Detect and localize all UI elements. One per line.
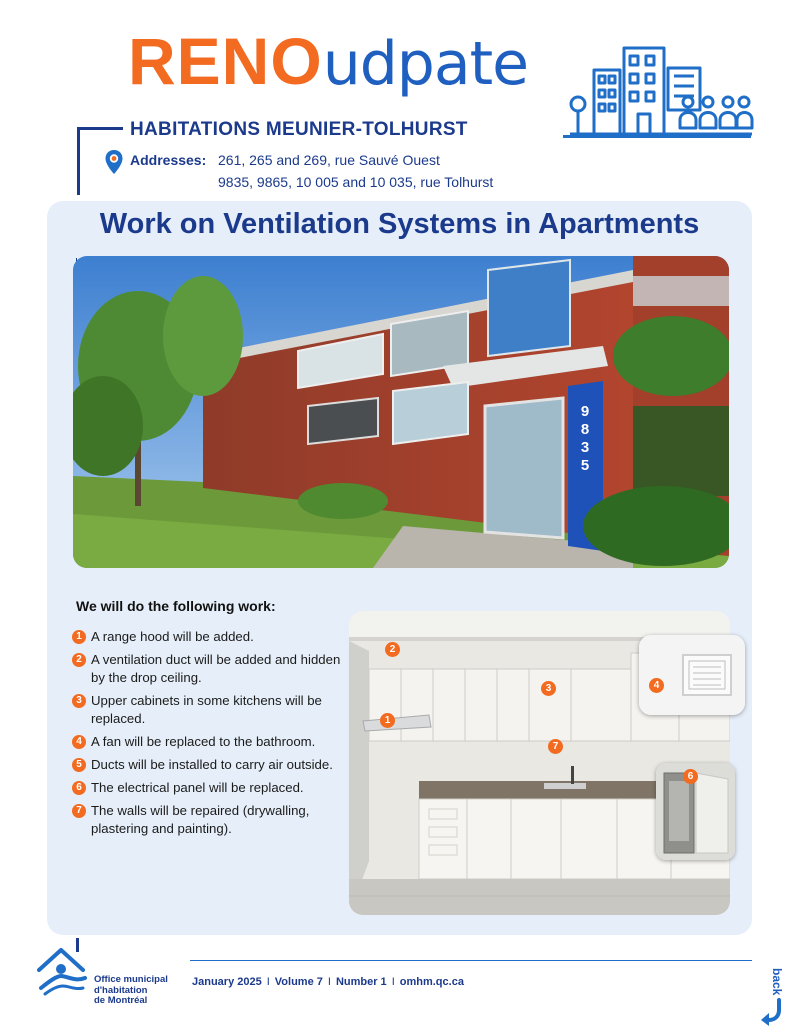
title-update: udpate <box>322 29 529 99</box>
list-item <box>72 733 347 751</box>
back-label[interactable]: back <box>770 968 784 996</box>
photo-badge-1: 1 <box>380 713 395 728</box>
address-line-2: 9835, 9865, 10 005 and 10 035, rue Tolhurst <box>218 174 494 190</box>
issue-volume: Volume 7 <box>274 976 323 988</box>
bathroom-fan-inset-photo <box>639 635 745 715</box>
separator: I <box>266 976 270 988</box>
item-text: The walls will be repaired (drywalling, plastering and painting). <box>91 803 310 836</box>
project-name: HABITATIONS MEUNIER-TOLHURST <box>130 119 468 140</box>
issue-number: Number 1 <box>335 976 387 988</box>
building-number-3: 3 <box>580 439 590 456</box>
separator: I <box>327 976 331 988</box>
org-line-2: d'habitation <box>94 984 148 996</box>
newsletter-title <box>128 24 529 99</box>
website-link[interactable]: omhm.qc.ca <box>399 976 464 988</box>
article-title: Work on Ventilation Systems in Apartments <box>99 208 700 240</box>
address-line-1: 261, 265 and 269, rue Sauvé Ouest <box>218 152 440 168</box>
organization-name <box>94 975 184 1007</box>
omhm-logo-icon <box>33 944 89 1000</box>
list-item <box>72 692 347 728</box>
addresses-label: Addresses: <box>130 152 207 168</box>
item-text: A range hood will be added. <box>91 629 254 644</box>
building-number-9: 9 <box>580 403 590 420</box>
item-text: Ducts will be installed to carry air outside. <box>91 757 333 772</box>
item-text: The electrical panel will be replaced. <box>91 780 304 795</box>
org-line-3: de Montréal <box>94 995 148 1006</box>
item-number-badge: 7 <box>72 804 86 818</box>
work-list-heading: We will do the following work: <box>76 598 276 614</box>
list-item <box>72 779 347 797</box>
header-bracket-top <box>77 127 123 130</box>
issue-date: January 2025 <box>192 976 262 988</box>
item-number-badge: 3 <box>72 694 86 708</box>
photo-badge-6: 6 <box>683 769 698 784</box>
separator: I <box>391 976 395 988</box>
photo-badge-3: 3 <box>541 681 556 696</box>
title-reno: RENO <box>128 24 323 98</box>
city-buildings-icon <box>568 42 754 138</box>
list-item <box>72 756 347 774</box>
location-pin-icon <box>104 149 124 175</box>
issue-info <box>192 976 464 988</box>
item-number-badge: 2 <box>72 653 86 667</box>
building-number-5: 5 <box>580 457 590 474</box>
org-line-1: Office municipal <box>94 974 168 985</box>
back-arrow-icon[interactable] <box>759 998 787 1026</box>
photo-badge-4: 4 <box>649 678 664 693</box>
list-item <box>72 802 347 838</box>
building-photo <box>73 256 729 568</box>
photo-badge-2: 2 <box>385 642 400 657</box>
item-text: A fan will be replaced to the bathroom. <box>91 734 316 749</box>
list-item <box>72 651 347 687</box>
photo-badge-7: 7 <box>548 739 563 754</box>
item-text: A ventilation duct will be added and hidden by the drop ceiling. <box>91 652 341 685</box>
item-number-badge: 5 <box>72 758 86 772</box>
item-text: Upper cabinets in some kitchens will be replaced. <box>91 693 322 726</box>
item-number-badge: 1 <box>72 630 86 644</box>
work-list <box>72 628 347 843</box>
item-number-badge: 4 <box>72 735 86 749</box>
building-number-8: 8 <box>580 421 590 438</box>
header-bracket-side <box>77 127 80 195</box>
footer-rule <box>190 960 752 961</box>
list-item <box>72 628 347 646</box>
item-number-badge: 6 <box>72 781 86 795</box>
